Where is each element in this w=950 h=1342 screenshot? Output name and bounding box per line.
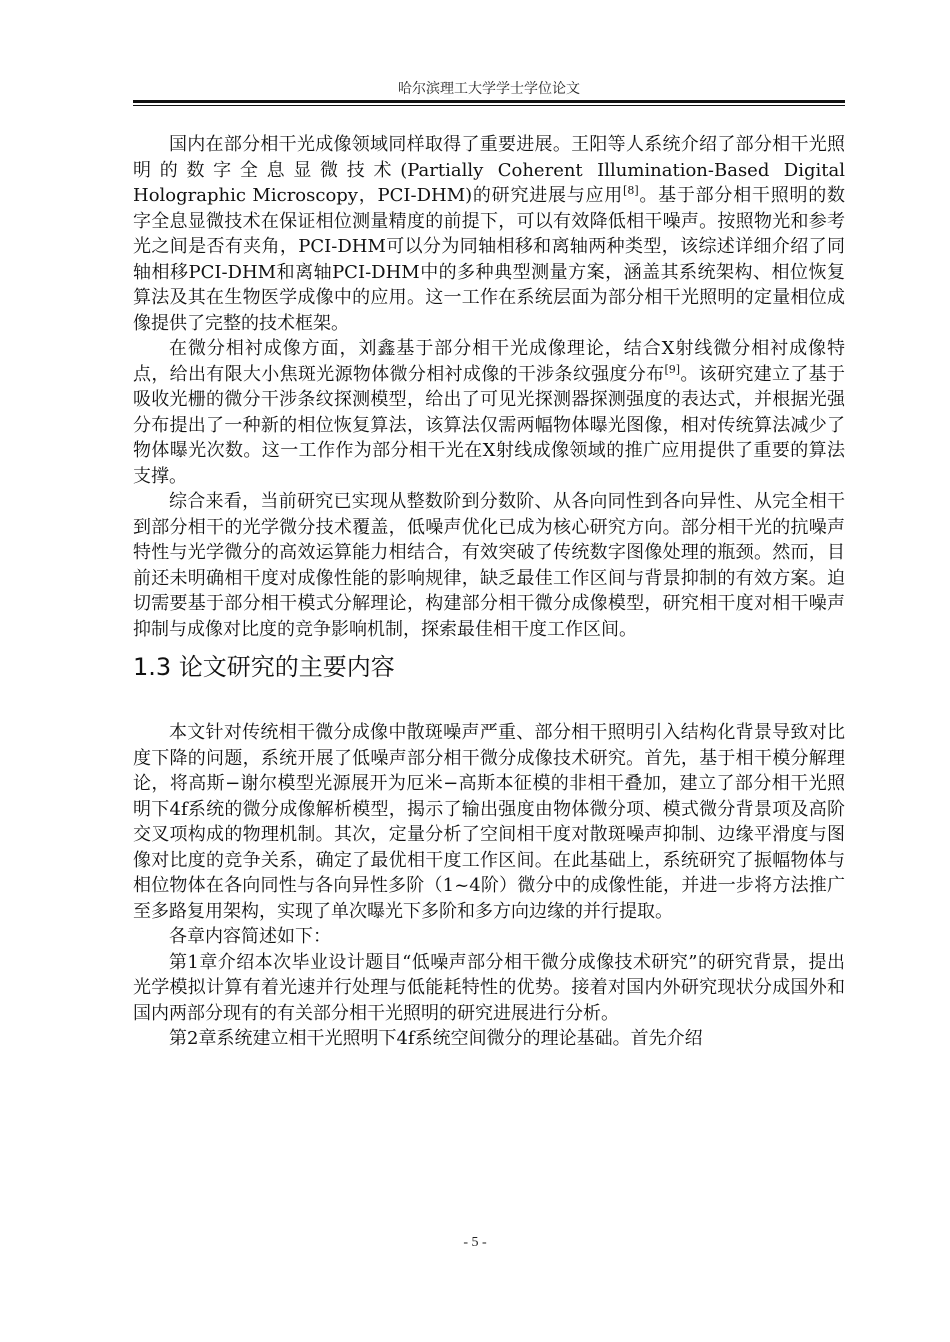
paragraph-text: 在微分相衬成像方面，刘鑫基于部分相干光成像理论，结合X射线微分相衬成像特点，给出有限大小焦斑光源物体微分相衬成像的干涉条纹强度分布 <box>133 338 845 385</box>
header-rule-thin <box>133 105 845 106</box>
paragraph-text: 综合来看，当前研究已实现从整数阶到分数阶、从各向同性到各向异性、从完全相干到部分相干的光学微分技术覆盖，低噪声优化已成为核心研究方向。部分相干光的抗噪声特性与光学微分的高效运算能力相结合，有效突破了传统数字图像处理的瓶颈。然而，目前还未明确相干度对成像性能的影响规律，缺乏最佳工作区间与背景抑制的有效方案。迫切需要基于部分相干模式分解理论，构建部分相干微分成像模型，研究相干度对相干噪声抑制与成像对比度的竞争影响机制，探索最佳相干度工作区间。 <box>133 491 845 640</box>
section-heading <box>133 652 845 682</box>
paragraph-xray-dpc <box>133 336 845 489</box>
body-text <box>133 132 845 1052</box>
page-number: - 5 - <box>463 1235 487 1250</box>
paragraph-domestic-progress <box>133 132 845 336</box>
header-rule-thick <box>133 100 845 103</box>
section-title: 论文研究的主要内容 <box>178 653 395 681</box>
citation-9: [9] <box>664 362 681 376</box>
paragraph-text-cont: 。该研究建立了基于吸收光栅的微分干涉条纹探测模型，给出了可见光探测器探测强度的表达式，并根据光强分布提出了一种新的相位恢复算法，该算法仅需两幅物体曝光图像，相对传统算法减少了物体曝光次数。这一工作作为部分相干光在X射线成像领域的推广应用提供了重要的算法支撑。 <box>133 363 845 487</box>
running-header: 哈尔滨理工大学学士学位论文 <box>398 81 580 97</box>
paragraph-text-cont: 。基于部分相干照明的数字全息显微技术在保证相位测量精度的前提下，可以有效降低相干噪声。按照物光和参考光之间是否有夹角，PCI-DHM可以分为同轴相移和离轴两种类型，该综述详细介绍了同轴相移PCI-DHM和离轴PCI-DHM中的多种典型测量方案，涵盖其系统架构、相位恢复算法及其在生物医学成像中的应用。这一工作在系统层面为部分相干光照明的定量相位成像提供了完整的技术框架。 <box>133 185 846 334</box>
paragraph-main-content: 本文针对传统相干微分成像中散斑噪声严重、部分相干照明引入结构化背景导致对比度下降的问题，系统开展了低噪声部分相干微分成像技术研究。首先，基于相干模分解理论，将高斯−谢尔模型光源展开为厄米−高斯本征模的非相干叠加，建立了部分相干光照明下4f系统的微分成像解析模型，揭示了输出强度由物体微分项、模式微分背景项及高阶交叉项构成的物理机制。其次，定量分析了空间相干度对散斑噪声抑制、边缘平滑度与图像对比度的竞争关系，确定了最优相干度工作区间。在此基础上，系统研究了振幅物体与相位物体在各向同性与各向异性多阶（1~4阶）微分中的成像性能，并进一步将方法推广至多路复用架构，实现了单次曝光下多阶和多方向边缘的并行提取。 <box>133 722 845 922</box>
section-number: 1.3 <box>133 653 172 681</box>
paragraph-chapter-2: 第2章系统建立相干光照明下4f系统空间微分的理论基础。首先介绍 <box>169 1028 703 1049</box>
citation-8: [8] <box>623 184 639 197</box>
paragraph-summary <box>133 489 845 642</box>
paragraph-text: 国内在部分相干光成像领域同样取得了重要进展。王阳等人系统介绍了部分相干光照明的数字全息显微技术(Partially Coherent Illumination-Based Digital Holographic Microscopy，PCI-DHM)的研究进展与应用 <box>133 134 845 206</box>
paragraph-chapter-intro: 各章内容简述如下： <box>169 926 331 947</box>
paragraph-chapter-1: 第1章介绍本次毕业设计题目“低噪声部分相干微分成像技术研究”的研究背景，提出光学模拟计算有着光速并行处理与低能耗特性的优势。接着对国内外研究现状分成国外和国内两部分现有的有关部分相干光照明的研究进展进行分析。 <box>133 951 845 1024</box>
